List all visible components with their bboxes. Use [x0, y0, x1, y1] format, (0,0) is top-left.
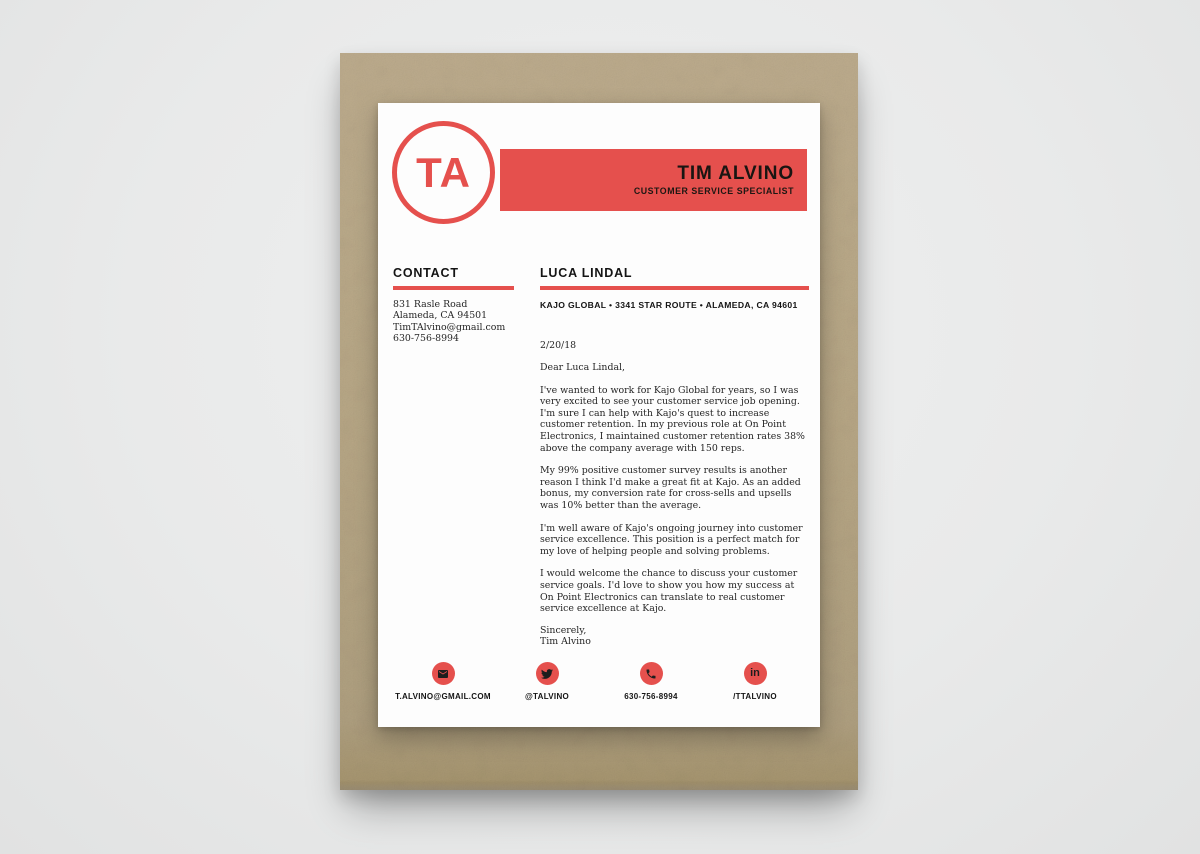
monogram-initials: TA: [416, 148, 471, 196]
letter-paragraph: I would welcome the chance to discuss your customer service goals. I'd love to show you how my success at On Point Electronics can translate to real customer service excellence at Kajo.: [540, 568, 798, 615]
linkedin-icon: in: [744, 662, 767, 685]
letter-section: [540, 267, 809, 648]
contact-email: TimTAlvino@gmail.com: [393, 321, 506, 333]
letter-paragraph: I've wanted to work for Kajo Global for years, so I was very excited to see your customer service job opening. I'm sure I can help with Kajo's quest to increase customer retention. In my previous role at On Point Electronics, I maintained customer retention rates 38% above the company average with 150 reps.: [540, 384, 805, 454]
contact-section: [393, 267, 514, 345]
twitter-icon: [536, 662, 559, 685]
cover-letter-page: [378, 103, 820, 727]
footer-linkedin: [705, 662, 805, 701]
contact-street: 831 Rasle Road: [393, 298, 468, 310]
recipient-name: LUCA LINDAL: [540, 266, 633, 280]
monogram-logo: [392, 121, 495, 224]
footer-linkedin-label: /TTALVINO: [733, 692, 777, 701]
letter-paragraph: I'm well aware of Kajo's ongoing journey into customer service excellence. This position is a perfect match for my love of helping people and solving problems.: [540, 522, 803, 557]
letter-signature: Tim Alvino: [540, 636, 591, 648]
name-banner: [500, 149, 807, 211]
email-icon: [432, 662, 455, 685]
footer-twitter: [497, 662, 597, 701]
contact-address: [393, 299, 514, 345]
letter-paragraph: My 99% positive customer survey results is another reason I think I'd make a great fit at Kajo. As an added bonus, my conversion rate for cross-sells and upsells was 10% better than the average.: [540, 465, 801, 512]
contact-phone: 630-756-8994: [393, 333, 459, 345]
person-name: TIM ALVINO: [677, 163, 794, 185]
footer-phone-label: 630-756-8994: [624, 692, 678, 701]
phone-icon: [640, 662, 663, 685]
letter-closing: Sincerely,: [540, 624, 587, 636]
footer-phone: [601, 662, 701, 701]
footer-email-label: T.ALVINO@GMAIL.COM: [395, 692, 491, 701]
footer-twitter-label: @TALVINO: [524, 692, 570, 701]
recipient-underline: [540, 286, 809, 290]
contact-city: Alameda, CA 94501: [393, 310, 488, 322]
recipient-company-line: KAJO GLOBAL • 3341 STAR ROUTE • ALAMEDA, CA 94601: [540, 299, 798, 310]
contact-underline: [393, 286, 514, 290]
kraft-clipboard: [340, 53, 858, 790]
footer-email: [393, 662, 493, 701]
person-title: CUSTOMER SERVICE SPECIALIST: [633, 186, 794, 197]
contact-heading: CONTACT: [393, 266, 459, 280]
letter-date: 2/20/18: [540, 339, 577, 351]
footer-contact-bar: [393, 662, 805, 701]
letter-salutation: Dear Luca Lindal,: [540, 362, 626, 374]
